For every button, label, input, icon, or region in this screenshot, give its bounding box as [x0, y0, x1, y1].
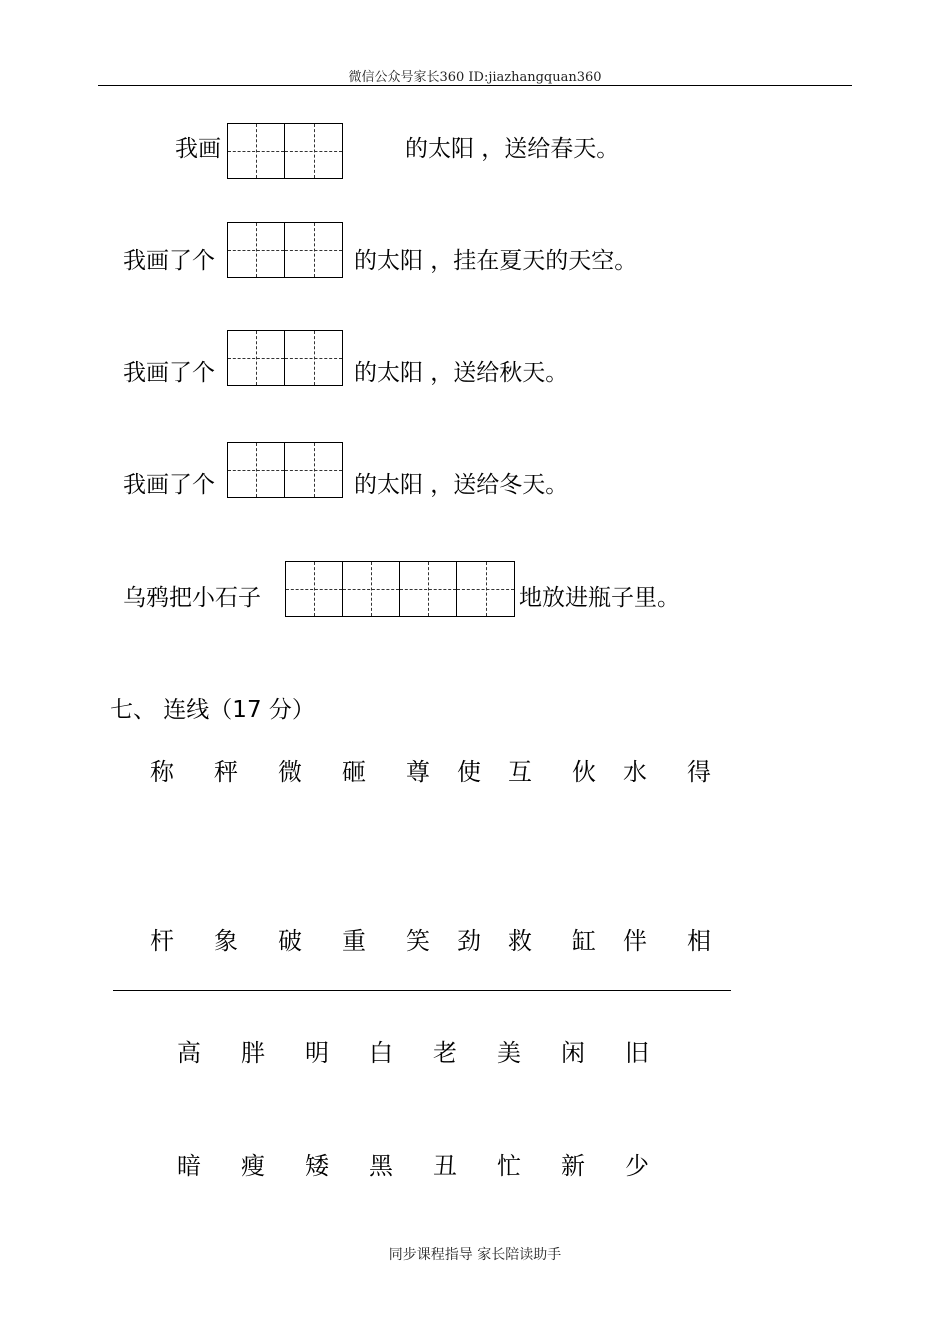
match-char[interactable]: 伙 — [572, 758, 596, 786]
match-char[interactable]: 忙 — [497, 1152, 521, 1180]
grid-cell[interactable] — [343, 562, 400, 616]
section-7-title: 七、 连线（17 分） — [110, 697, 315, 723]
sentence-1-prefix: 我画 — [175, 136, 221, 162]
sentence-5-prefix: 乌鸦把小石子 — [123, 585, 261, 611]
match-char[interactable]: 笑 — [406, 927, 430, 955]
page-footer: 同步课程指导 家长陪读助手 — [388, 1247, 562, 1263]
sentence-2-suffix: 的太阳 ，挂在夏天的天空。 — [354, 248, 638, 274]
match-char[interactable]: 砸 — [342, 758, 366, 786]
grid-cell[interactable] — [286, 562, 343, 616]
grid-cell[interactable] — [457, 562, 514, 616]
match-char[interactable]: 救 — [508, 927, 532, 955]
header-rule — [98, 85, 852, 86]
match-char[interactable]: 矮 — [305, 1152, 329, 1180]
match-char[interactable]: 尊 — [406, 758, 430, 786]
match-char[interactable]: 高 — [177, 1039, 201, 1067]
match-char[interactable]: 秤 — [214, 758, 238, 786]
answer-grid-1[interactable] — [227, 123, 343, 179]
sentence-1-suffix: 的太阳 ，送给春天。 — [405, 136, 620, 162]
grid-cell[interactable] — [285, 223, 342, 277]
match-char[interactable]: 明 — [305, 1039, 329, 1067]
answer-grid-4[interactable] — [227, 442, 343, 498]
answer-grid-2[interactable] — [227, 222, 343, 278]
sentence-5-suffix: 地放进瓶子里。 — [519, 585, 680, 611]
match-char[interactable]: 新 — [561, 1152, 585, 1180]
match-char[interactable]: 瘦 — [241, 1152, 265, 1180]
match-char[interactable]: 暗 — [177, 1152, 201, 1180]
match-char[interactable]: 丑 — [433, 1152, 457, 1180]
page-header: 微信公众号家长360 ID:jiazhangquan360 — [348, 70, 602, 85]
match-char[interactable]: 老 — [433, 1039, 457, 1067]
grid-cell[interactable] — [228, 331, 285, 385]
match-char[interactable]: 劲 — [457, 927, 481, 955]
sentence-3-suffix: 的太阳 ，送给秋天。 — [354, 360, 569, 386]
match-char[interactable]: 美 — [497, 1039, 521, 1067]
section-divider — [113, 990, 731, 991]
match-char[interactable]: 破 — [278, 927, 302, 955]
sentence-2-prefix: 我画了个 — [123, 248, 215, 274]
grid-cell[interactable] — [285, 443, 342, 497]
match-char[interactable]: 白 — [369, 1039, 393, 1067]
match-char[interactable]: 旧 — [625, 1039, 649, 1067]
match-char[interactable]: 使 — [457, 758, 481, 786]
match-char[interactable]: 微 — [278, 758, 302, 786]
match-char[interactable]: 闲 — [561, 1039, 585, 1067]
match-char[interactable]: 缸 — [572, 927, 596, 955]
match-char[interactable]: 杆 — [150, 927, 174, 955]
match-char[interactable]: 象 — [214, 927, 238, 955]
match-char[interactable]: 互 — [508, 758, 532, 786]
grid-cell[interactable] — [228, 223, 285, 277]
match-char[interactable]: 相 — [687, 927, 711, 955]
sentence-3-prefix: 我画了个 — [123, 360, 215, 386]
grid-cell[interactable] — [400, 562, 457, 616]
match-char[interactable]: 称 — [150, 758, 174, 786]
grid-cell[interactable] — [228, 443, 285, 497]
grid-cell[interactable] — [228, 124, 285, 178]
grid-cell[interactable] — [285, 331, 342, 385]
match-char[interactable]: 得 — [687, 758, 711, 786]
match-char[interactable]: 重 — [342, 927, 366, 955]
answer-grid-5[interactable] — [285, 561, 515, 617]
match-char[interactable]: 少 — [625, 1152, 649, 1180]
answer-grid-3[interactable] — [227, 330, 343, 386]
match-char[interactable]: 伴 — [623, 927, 647, 955]
match-char[interactable]: 黑 — [369, 1152, 393, 1180]
grid-cell[interactable] — [285, 124, 342, 178]
sentence-4-suffix: 的太阳 ，送给冬天。 — [354, 472, 569, 498]
sentence-4-prefix: 我画了个 — [123, 472, 215, 498]
match-char[interactable]: 胖 — [241, 1039, 265, 1067]
match-char[interactable]: 水 — [623, 758, 647, 786]
